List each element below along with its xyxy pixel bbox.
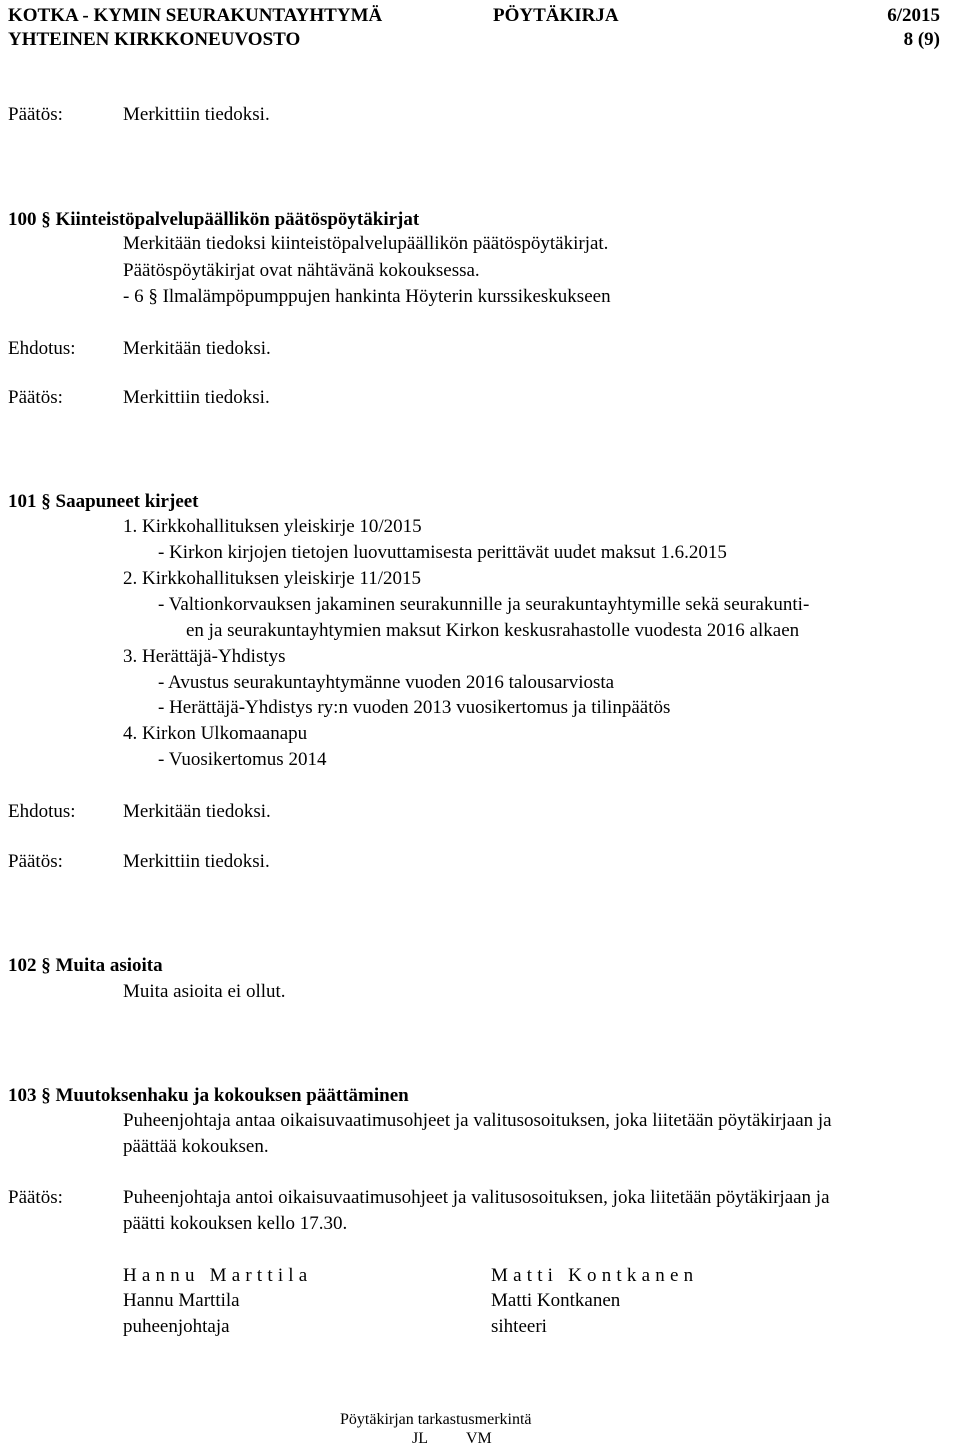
section-103-heading [8, 1085, 409, 1107]
section-symbol: § [41, 1085, 51, 1106]
list-subitem: - Valtionkorvauksen jakaminen seurakunnille ja seurakuntayhtymille sekä seurakunti- [158, 594, 810, 615]
list-subitem-continuation: en ja seurakuntayhtymien maksut Kirkon keskusrahastolle vuodesta 2016 alkaen [186, 620, 800, 641]
header-page: 8 (9) [903, 29, 940, 50]
section-number: 102 [8, 955, 37, 976]
decision-label: Päätös: [8, 387, 63, 408]
signature-2-role: sihteeri [491, 1316, 547, 1337]
list-subitem: - Avustus seurakuntayhtymänne vuoden 2016 talousarviosta [158, 672, 615, 693]
signature-1-name: Hannu Marttila [123, 1290, 240, 1311]
footer-initials-2: VM [466, 1430, 492, 1447]
decision-text: Merkittiin tiedoksi. [123, 851, 270, 872]
section-title: Muita asioita [55, 955, 163, 976]
section-symbol: § [41, 209, 51, 230]
list-subitem: - Kirkon kirjojen tietojen luovuttamisesta perittävät uudet maksut 1.6.2015 [158, 542, 727, 563]
signature-2-signed: Matti Kontkanen [491, 1265, 699, 1286]
header-org: KOTKA - KYMIN SEURAKUNTAYHTYMÄ [8, 5, 383, 26]
section-101-heading [8, 491, 199, 513]
decision-text: Merkittiin tiedoksi. [123, 104, 270, 125]
proposal-label: Ehdotus: [8, 801, 76, 822]
section-title: Saapuneet kirjeet [55, 491, 199, 512]
section-symbol: § [148, 286, 158, 307]
header-body: YHTEINEN KIRKKONEUVOSTO [8, 29, 301, 50]
list-item: 4. Kirkon Ulkomaanapu [123, 723, 308, 744]
section-100-line-2: Päätöspöytäkirjat ovat nähtävänä kokouksessa. [123, 260, 480, 281]
section-102-heading [8, 955, 163, 977]
proposal-text: Merkitään tiedoksi. [123, 801, 271, 822]
signature-1-role: puheenjohtaja [123, 1316, 230, 1337]
line-text: Ilmalämpöpumppujen hankinta Höyterin kurssikeskukseen [162, 286, 611, 307]
decision-line-1: Puheenjohtaja antoi oikaisuvaatimusohjeet ja valitusosoituksen, joka liitetään pöytäkirjaan ja [123, 1187, 830, 1208]
section-100-heading [8, 209, 419, 231]
decision-label: Päätös: [8, 1187, 63, 1208]
footer-label: Pöytäkirjan tarkastusmerkintä [340, 1411, 532, 1428]
section-number: 100 [8, 209, 37, 230]
decision-label: Päätös: [8, 104, 63, 125]
header-doc-type: PÖYTÄKIRJA [493, 5, 619, 26]
signature-2-name: Matti Kontkanen [491, 1290, 621, 1311]
list-item: 1. Kirkkohallituksen yleiskirje 10/2015 [123, 516, 422, 537]
section-symbol: § [41, 491, 51, 512]
line-prefix: - 6 [123, 286, 144, 307]
section-number: 103 [8, 1085, 37, 1106]
decision-text: Merkittiin tiedoksi. [123, 387, 270, 408]
list-item: 2. Kirkkohallituksen yleiskirje 11/2015 [123, 568, 421, 589]
section-102-line-1: Muita asioita ei ollut. [123, 981, 286, 1002]
list-subitem: - Vuosikertomus 2014 [158, 749, 327, 770]
section-title: Kiinteistöpalvelupäällikön päätöspöytäkirjat [55, 209, 420, 230]
list-subitem: - Herättäjä-Yhdistys ry:n vuoden 2013 vuosikertomus ja tilinpäätös [158, 697, 671, 718]
section-number: 101 [8, 491, 37, 512]
header-number: 6/2015 [887, 5, 940, 26]
section-100-line-3 [123, 286, 611, 308]
section-symbol: § [41, 955, 51, 976]
footer-initials-1: JL [412, 1430, 428, 1447]
proposal-label: Ehdotus: [8, 338, 76, 359]
section-103-line-2: päättää kokouksen. [123, 1136, 269, 1157]
section-100-line-1: Merkitään tiedoksi kiinteistöpalvelupäällikön päätöspöytäkirjat. [123, 233, 609, 254]
proposal-text: Merkitään tiedoksi. [123, 338, 271, 359]
decision-label: Päätös: [8, 851, 63, 872]
decision-line-2: päätti kokouksen kello 17.30. [123, 1213, 348, 1234]
list-item: 3. Herättäjä-Yhdistys [123, 646, 286, 667]
section-103-line-1: Puheenjohtaja antaa oikaisuvaatimusohjeet ja valitusosoituksen, joka liitetään pöytäkirjaan ja [123, 1110, 832, 1131]
section-title: Muutoksenhaku ja kokouksen päättäminen [55, 1085, 409, 1106]
signature-1-signed: Hannu Marttila [123, 1265, 313, 1286]
